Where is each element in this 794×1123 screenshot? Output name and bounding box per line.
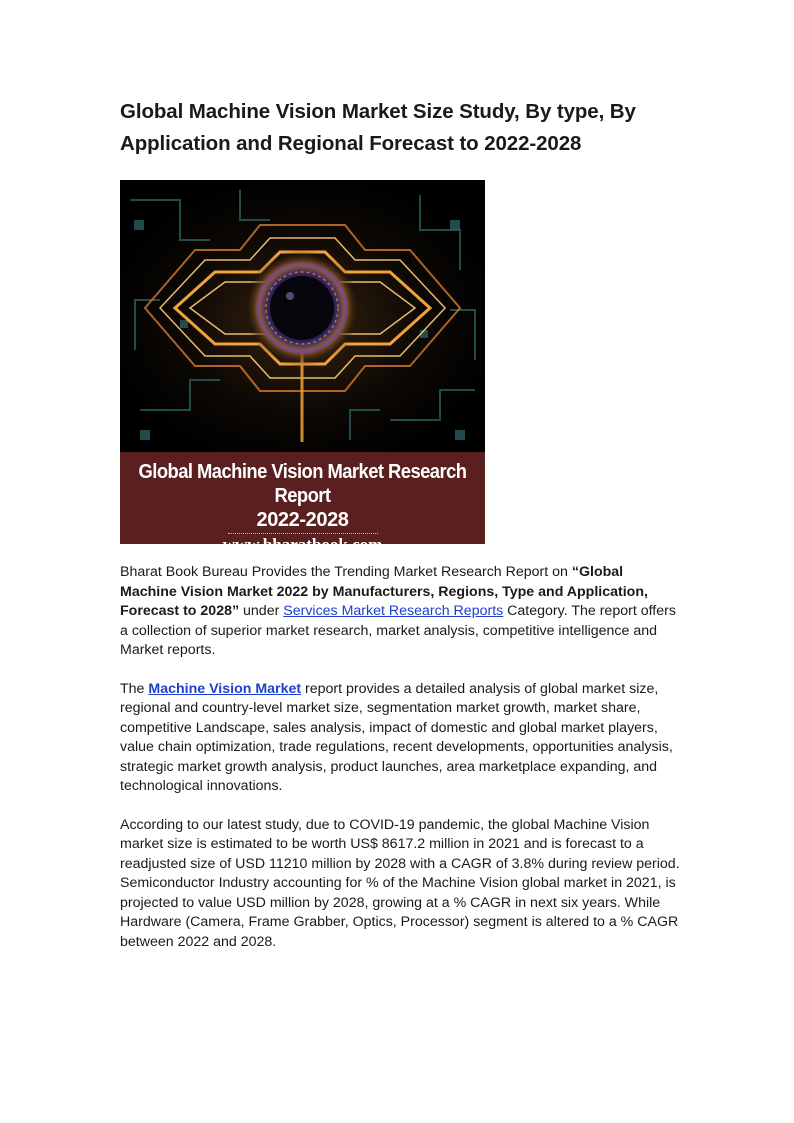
banner-years: 2022-2028 [256, 509, 349, 531]
machine-vision-market-link[interactable]: Machine Vision Market [148, 680, 302, 697]
banner-title: Global Machine Vision Market Research Report [138, 461, 467, 507]
study-paragraph: According to our latest study, due to COVID-19 pandemic, the global Machine Vision market size is estimated to be worth US$ 8617.2 million in 2021 and is forecast to a readjusted size of USD 11210 million by 2028 with a CAGR of 3.8% during review period. Semiconductor Industry accounting for % of the Machine Vision global market in 2021, is projected to value USD million by 2028, growing at a % CAGR in next six years. While Hardware (Camera, Frame Grabber, Optics, Processor) segment is altered to a % CAGR between 2022 and 2028. [120, 816, 680, 950]
intro-tail: Category. The report offers a collection of superior market research, market analysis, competitive intelligence and Market reports. [120, 603, 676, 658]
intro-mid: under [239, 603, 284, 619]
intro-lead: Bharat Book Bureau Provides the Trending Market Research Report on [120, 564, 572, 580]
analysis-tail: report provides a detailed analysis of global market size, regional and country-level market size, segmentation market growth, market share, competitive Landscape, sales analysis, impact of domestic and global market players, value chain optimization, trade regulations, recent developments, opportunities analysis, strategic market growth analysis, product launches, area marketplace expanding, and technological innovations. [120, 680, 673, 794]
cover-banner [120, 452, 485, 554]
report-name: “Global Machine Vision Market 2022 by Manufacturers, Regions, Type and Application, Forecast to 2028” [120, 564, 648, 619]
eye-circuit-illustration-icon [120, 180, 485, 452]
analysis-lead: The [120, 680, 149, 697]
banner-website: www.bharatbook.com [222, 535, 383, 554]
report-cover-image [120, 180, 485, 554]
services-reports-link[interactable]: Services Market Research Reports [283, 603, 504, 619]
document-page [120, 96, 680, 952]
intro-paragraph [120, 563, 680, 661]
analysis-paragraph [120, 680, 680, 797]
page-title: Global Machine Vision Market Size Study, By type, By Application and Regional Forecast to 2022-2028 [120, 100, 636, 155]
